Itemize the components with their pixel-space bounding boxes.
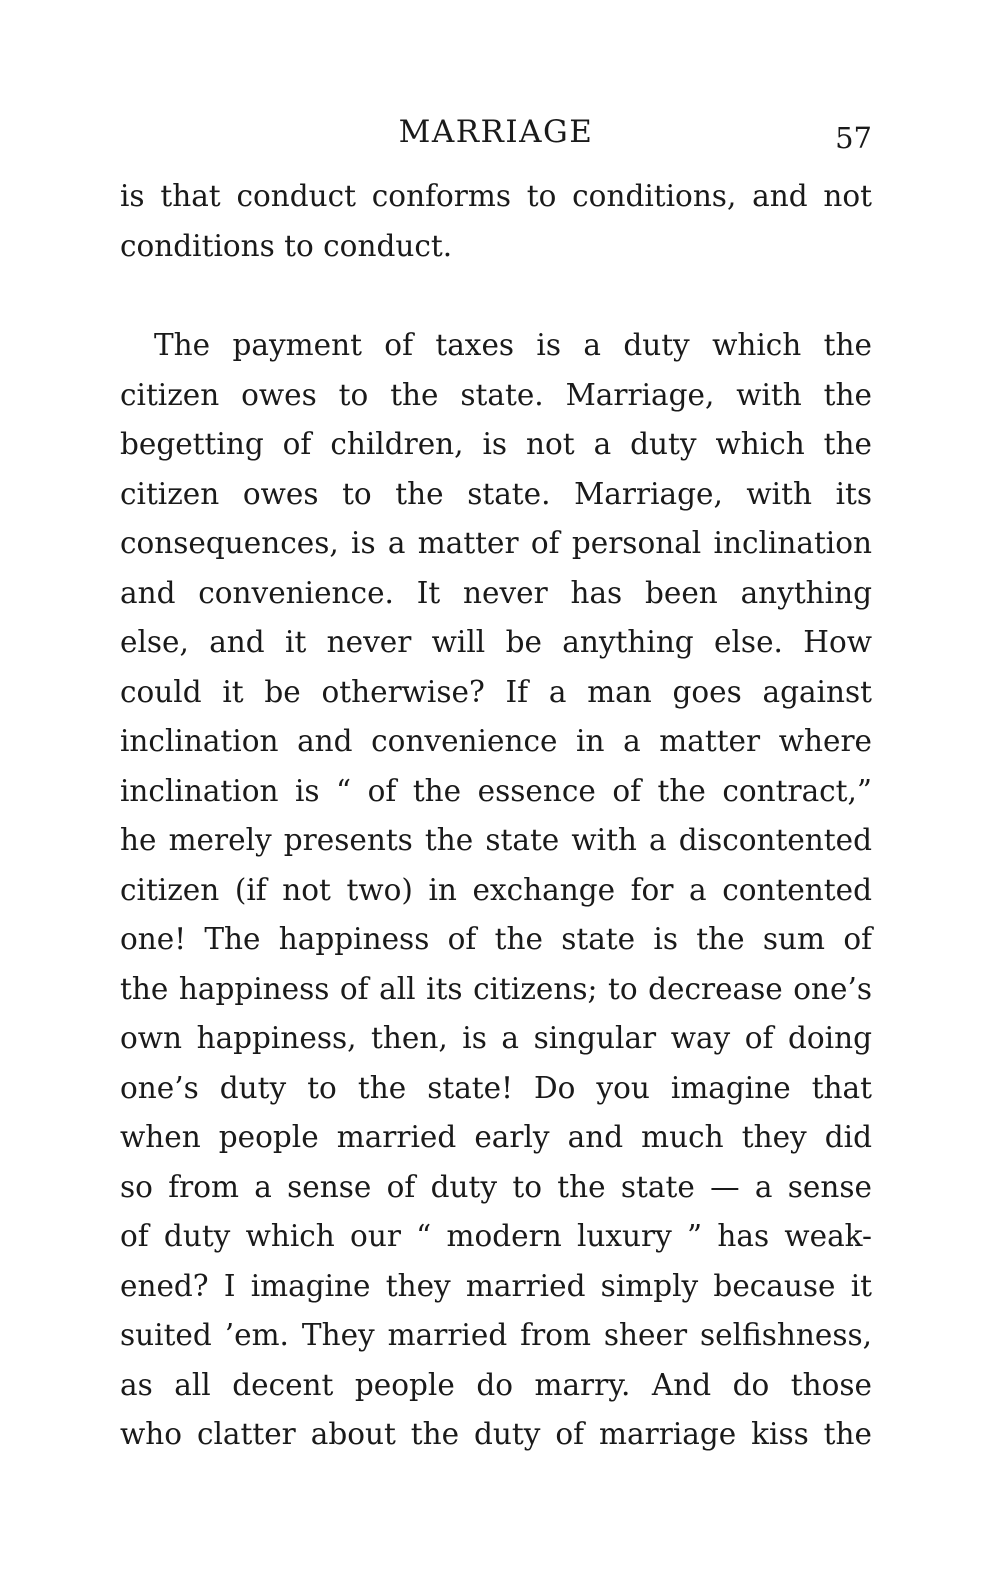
text-line: could it be otherwise? If a man goes against xyxy=(120,674,872,709)
text-line: suited ’em. They married from sheer selfishness, xyxy=(120,1318,872,1352)
text-line: as all decent people do marry. And do those xyxy=(120,1367,872,1402)
text-line: else, and it never will be anything else. How xyxy=(120,625,872,659)
text-line: of duty which our “ modern luxury ” has weak- xyxy=(120,1219,872,1253)
text-line: inclination and convenience in a matter where xyxy=(120,724,872,758)
text-line: the happiness of all its citizens; to decrease one’s xyxy=(120,971,872,1006)
text-line: conditions to conduct. xyxy=(120,228,453,263)
text-line: who clatter about the duty of marriage kiss the xyxy=(120,1417,872,1451)
chapter-title: MARRIAGE xyxy=(398,114,594,150)
text-line: when people married early and much they did xyxy=(120,1120,872,1154)
text-line: he merely presents the state with a discontented xyxy=(120,823,872,857)
text-line: so from a sense of duty to the state — a sense xyxy=(120,1169,872,1204)
text-line: one! The happiness of the state is the sum of xyxy=(120,922,872,956)
text-line: ened? I imagine they married simply because it xyxy=(120,1268,872,1303)
text-line: is that conduct conforms to conditions, and not xyxy=(120,179,872,213)
text-line: begetting of children, is not a duty which the xyxy=(120,427,872,461)
paragraph-continuation xyxy=(120,172,872,271)
text-line: one’s duty to the state! Do you imagine that xyxy=(120,1070,872,1105)
text-line: own happiness, then, is a singular way of doing xyxy=(120,1021,872,1055)
text-line: and convenience. It never has been anything xyxy=(120,575,872,610)
running-head xyxy=(120,112,872,156)
text-line: consequences, is a matter of personal inclination xyxy=(120,526,872,560)
text-line: citizen (if not two) in exchange for a contented xyxy=(120,872,872,907)
page-number: 57 xyxy=(835,121,872,155)
text-line: inclination is “ of the essence of the contract,” xyxy=(120,773,872,808)
paragraph xyxy=(120,321,872,1460)
text-line: citizen owes to the state. Marriage, with the xyxy=(120,377,872,412)
text-line: The payment of taxes is a duty which the xyxy=(154,328,872,362)
text-line: citizen owes to the state. Marriage, with its xyxy=(120,476,872,511)
